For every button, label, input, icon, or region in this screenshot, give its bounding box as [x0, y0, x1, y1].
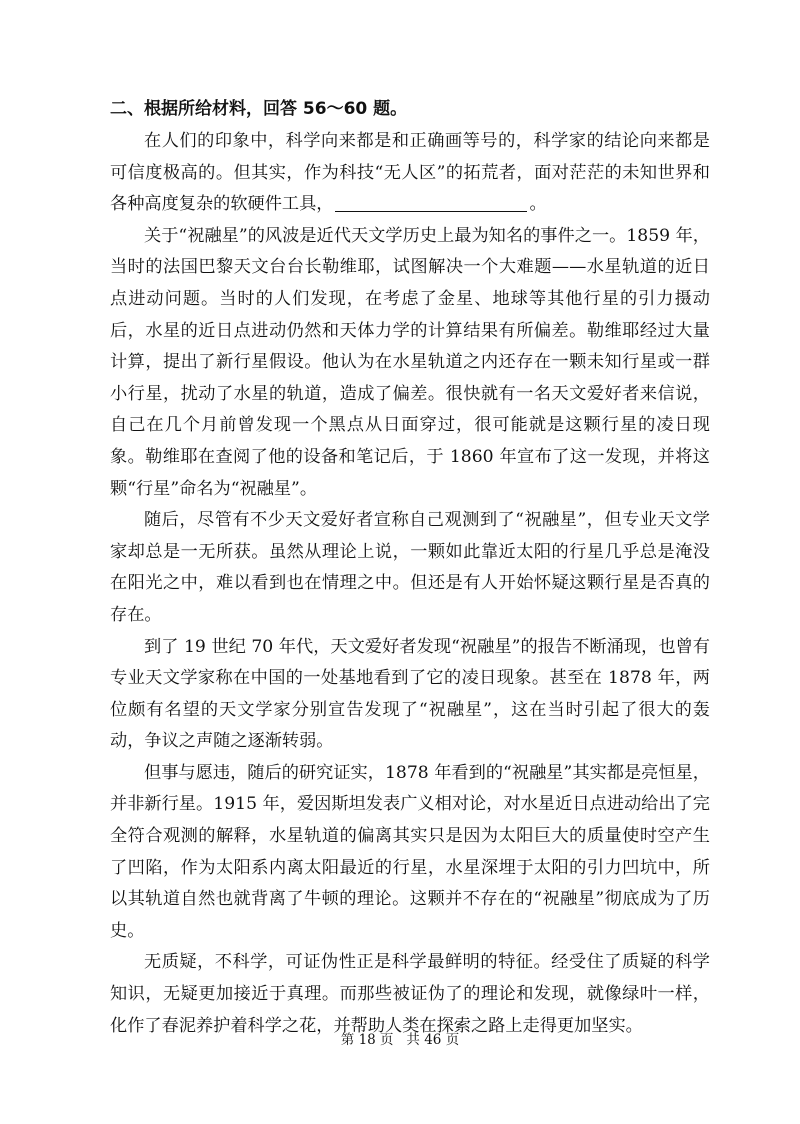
paragraph-5: 但事与愿违，随后的研究证实，1878 年看到的“祝融星”其实都是亮恒星，并非新行星。1915 年，爱因斯坦发表广义相对论，对水星近日点进动给出了完全符合观测的解释，水星轨道的偏离其实只是因为太阳巨大的质量使时空产生了凹陷，作为太阳系内离太阳最近的行星，水星深埋于太阳的引力凹坑中，所以其轨道自然也就背离了牛顿的理论。这颗并不存在的“祝融星”彻底成为了历史。 — [110, 762, 710, 941]
answer-blank — [335, 193, 527, 212]
paragraph-1-text: 在人们的印象中，科学向来都是和正确画等号的，科学家的结论向来都是可信度极高的。但其实，作为科技“无人区”的拓荒者，面对茫茫的未知世界和各种高度复杂的软硬件工具， — [110, 131, 710, 215]
page-number: 第 18 页 共 46 页 — [340, 1032, 460, 1048]
paragraph-6: 无质疑，不科学，可证伪性正是科学最鲜明的特征。经受住了质疑的科学知识，无疑更加接近于真理。而那些被证伪了的理论和发现，就像绿叶一样，化作了春泥养护着科学之花，并帮助人类在探索之路上走得更加坚实。 — [110, 952, 710, 1036]
section-heading: 二、根据所给材料，回答 56～60 题。 — [110, 99, 408, 119]
paragraph-1 — [110, 126, 710, 221]
paragraph-2: 关于“祝融星”的风波是近代天文学历史上最为知名的事件之一。1859 年，当时的法国巴黎天文台台长勒维耶，试图解决一个大难题——水星轨道的近日点进动问题。当时的人们发现，在考虑了金星、地球等其他行星的引力摄动后，水星的近日点进动仍然和天体力学的计算结果有所偏差。勒维耶经过大量计算，提出了新行星假设。他认为在水星轨道之内还存在一颗未知行星或一群小行星，扰动了水星的轨道，造成了偏差。很快就有一名天文爱好者来信说，自己在几个月前曾发现一个黑点从日面穿过，很可能就是这颗行星的凌日现象。勒维耶在查阅了他的设备和笔记后，于 1860 年宣布了这一发现，并将这颗“行星”命名为“祝融星”。 — [110, 225, 710, 499]
paragraph-3: 随后，尽管有不少天文爱好者宣称自己观测到了“祝融星”，但专业天文学家却总是一无所获。虽然从理论上说，一颗如此靠近太阳的行星几乎总是淹没在阳光之中，难以看到也在情理之中。但还是有人开始怀疑这颗行星是否真的存在。 — [110, 510, 710, 625]
paragraph-4: 到了 19 世纪 70 年代，天文爱好者发现“祝融星”的报告不断涌现，也曾有专业天文学家称在中国的一处基地看到了它的凌日现象。甚至在 1878 年，两位颇有名望的天文学家分别宣告发现了“祝融星”，这在当时引起了很大的轰动，争议之声随之逐渐转弱。 — [110, 636, 710, 752]
paragraph-1-end: 。 — [529, 194, 547, 215]
document-body — [110, 94, 710, 1042]
